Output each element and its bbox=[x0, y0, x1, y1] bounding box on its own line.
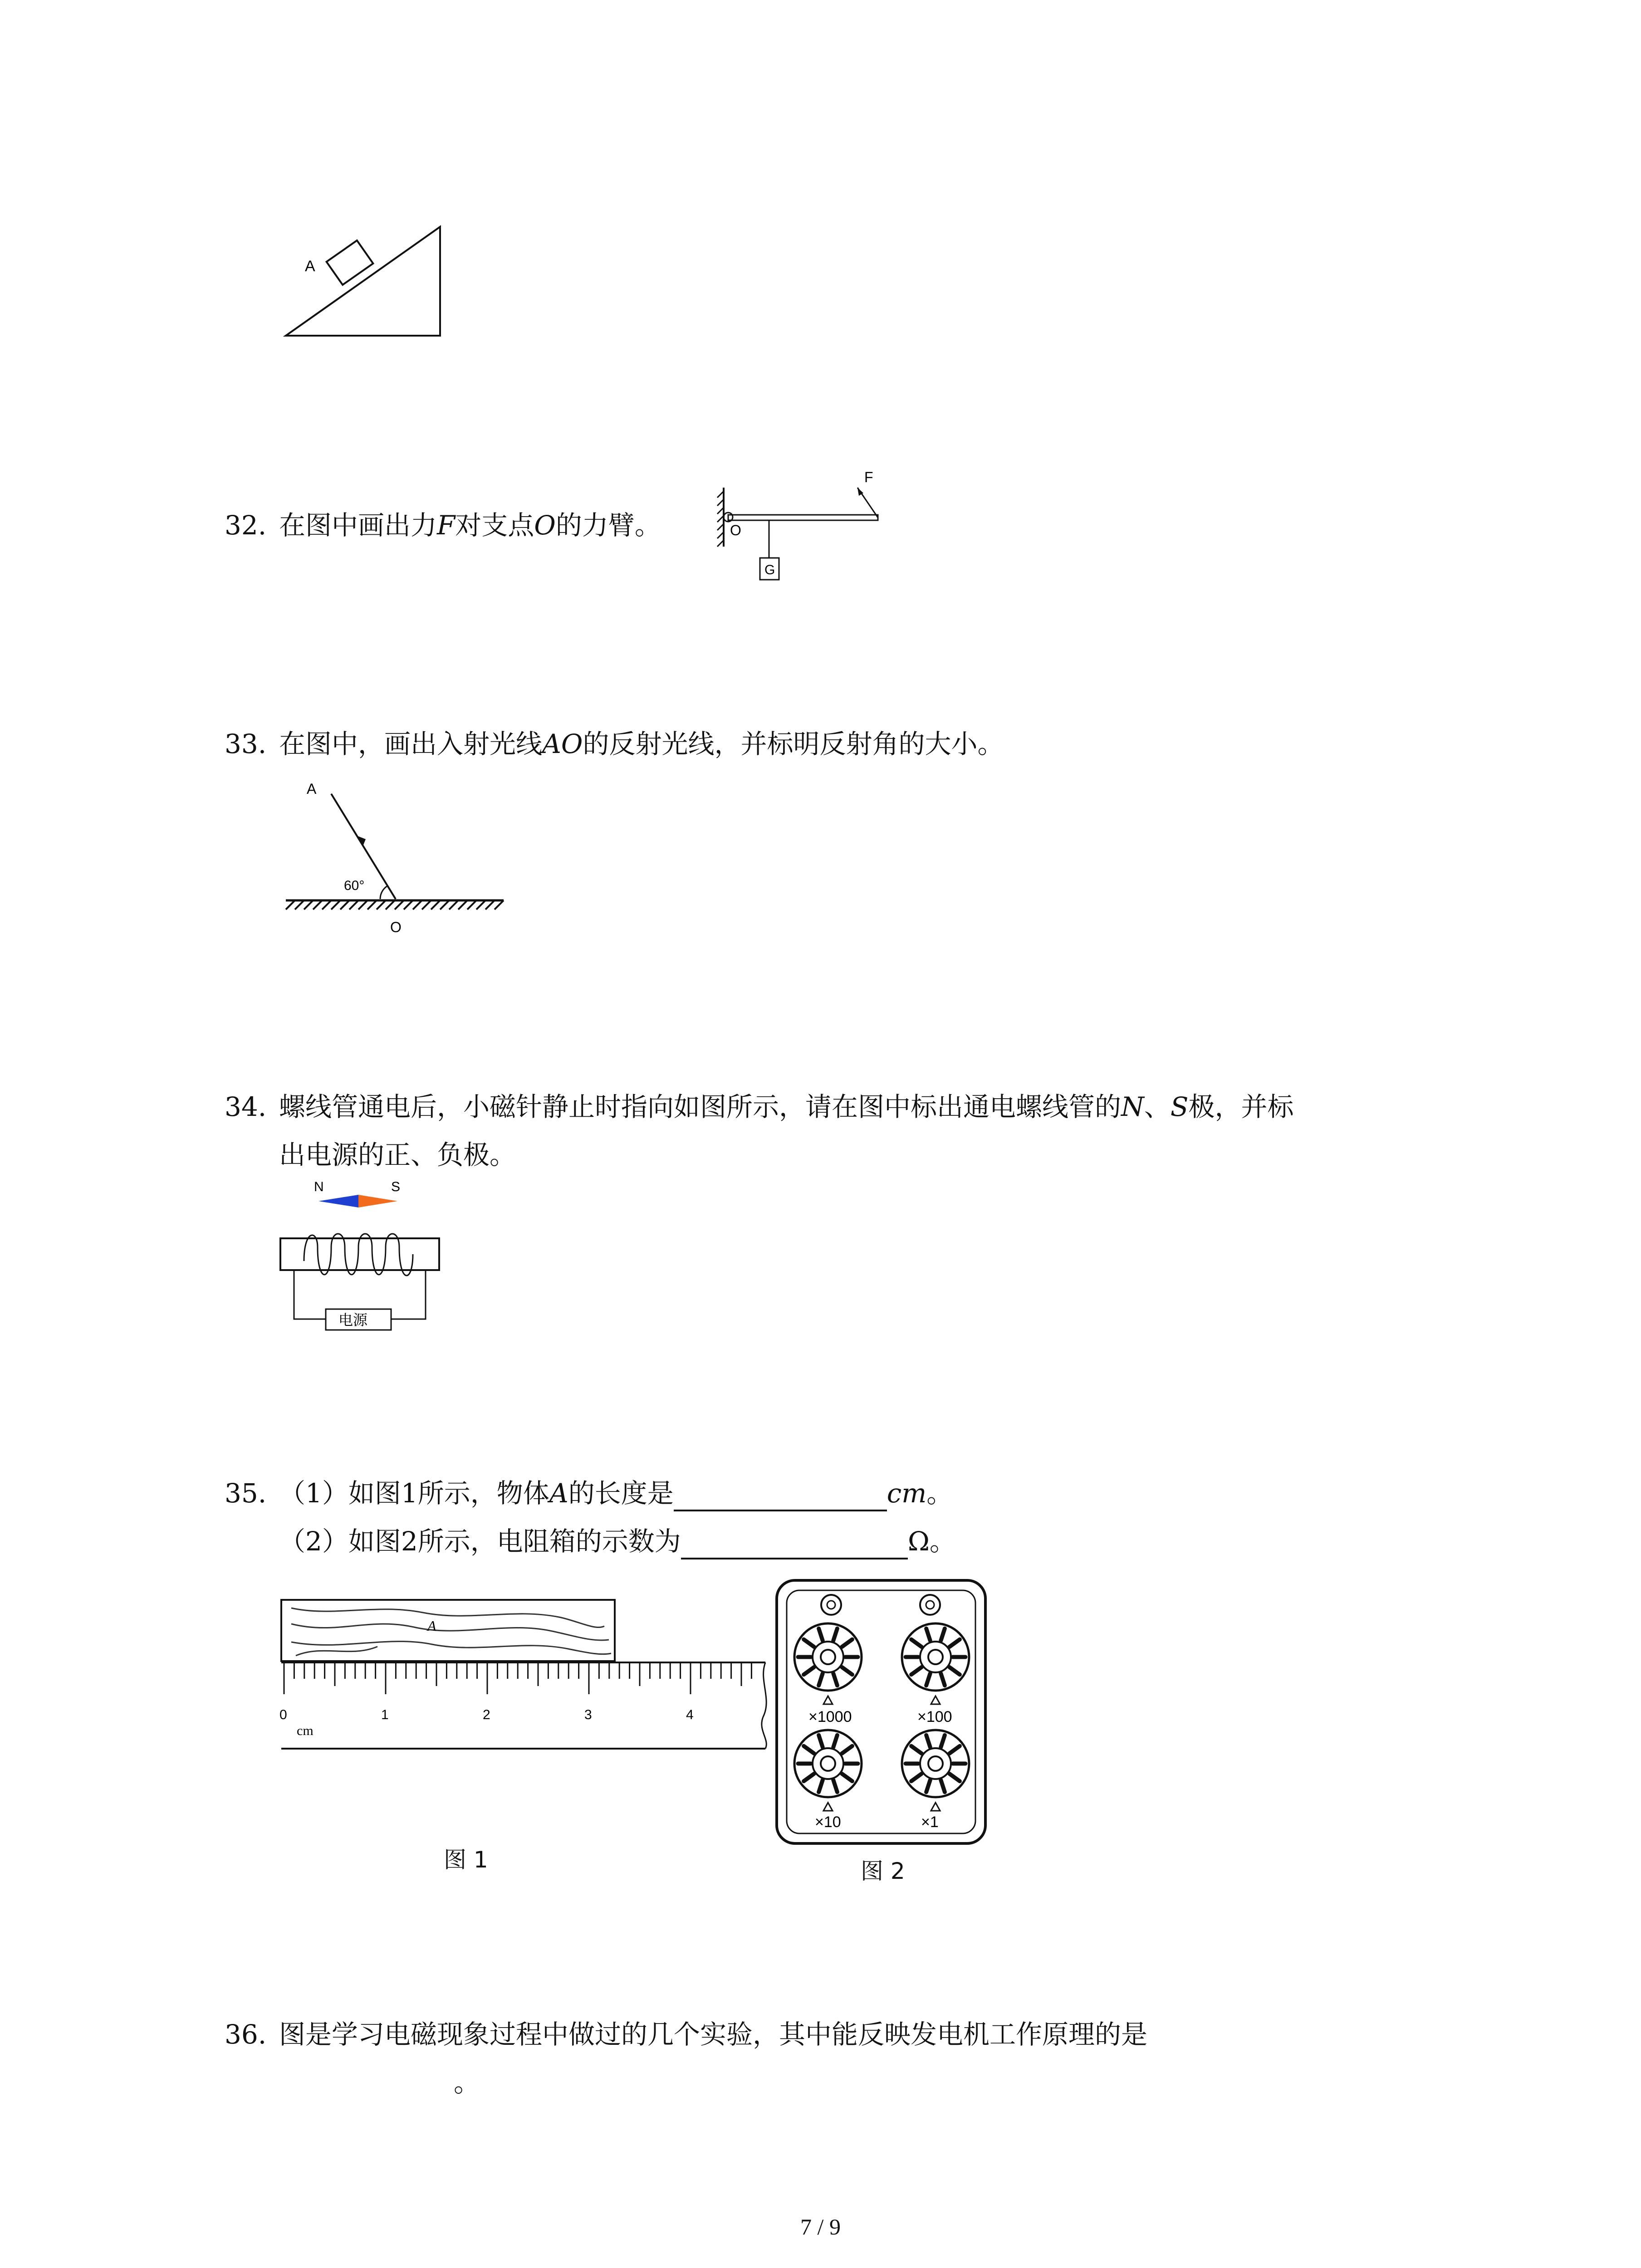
question-number: 36. bbox=[225, 2019, 267, 2050]
question-number: 32. bbox=[225, 510, 267, 541]
answer-blank-length[interactable] bbox=[674, 1482, 887, 1511]
page-number: 7 / 9 bbox=[800, 2214, 841, 2239]
answer-blank-resistance[interactable] bbox=[681, 1530, 908, 1559]
question-34: 34. 螺线管通电后，小磁针静止时指向如图所示，请在图中标出通电螺线管的N、S极，并标 出电源的正、负极。 bbox=[225, 1089, 1294, 1173]
svg-text:O: O bbox=[390, 919, 402, 935]
question-number: 33. bbox=[225, 728, 267, 759]
lever-figure bbox=[715, 469, 896, 592]
svg-text:F: F bbox=[864, 469, 873, 485]
terminal-left bbox=[821, 1595, 841, 1615]
svg-text:4: 4 bbox=[686, 1707, 694, 1722]
block-a-label: A bbox=[305, 258, 315, 275]
wire-left bbox=[294, 1270, 326, 1319]
svg-text:3: 3 bbox=[584, 1707, 592, 1722]
svg-text:电源: 电源 bbox=[338, 1311, 368, 1329]
terminal-right bbox=[920, 1595, 940, 1615]
svg-text:cm: cm bbox=[297, 1723, 314, 1738]
dial-label-10: ×10 bbox=[815, 1813, 841, 1831]
wall-hatch bbox=[717, 491, 724, 547]
incline-triangle bbox=[286, 227, 440, 336]
svg-text:A: A bbox=[427, 1618, 436, 1634]
svg-text:O: O bbox=[730, 522, 741, 538]
dial bbox=[902, 1623, 969, 1704]
svg-text:G: G bbox=[764, 562, 775, 577]
dial-label-1: ×1 bbox=[921, 1813, 939, 1831]
lever-bar bbox=[728, 515, 878, 520]
solenoid-figure bbox=[272, 1175, 490, 1352]
svg-text:0: 0 bbox=[279, 1707, 287, 1722]
mirror-hatch bbox=[286, 900, 504, 909]
box-outer bbox=[777, 1580, 985, 1843]
dial-label-100: ×100 bbox=[917, 1708, 952, 1725]
compass-needle-n bbox=[318, 1195, 358, 1207]
question-33: 33. 在图中，画出入射光线AO的反射光线，并标明反射角的大小。 bbox=[225, 726, 1004, 762]
compass-needle-s bbox=[358, 1195, 397, 1207]
reflection-figure bbox=[281, 776, 517, 943]
figure-1-caption: 图 1 bbox=[444, 1847, 488, 1873]
svg-text:1: 1 bbox=[381, 1707, 389, 1722]
dial bbox=[794, 1623, 862, 1704]
ruler-ticks bbox=[284, 1662, 751, 1694]
dial bbox=[902, 1730, 969, 1811]
svg-text:N: N bbox=[314, 1179, 324, 1194]
svg-text:2: 2 bbox=[483, 1707, 490, 1722]
incline-figure bbox=[272, 218, 463, 345]
resistance-box-figure bbox=[771, 1578, 989, 1850]
ruler-figure bbox=[278, 1599, 772, 1771]
svg-text:A: A bbox=[307, 781, 317, 797]
wood-grain bbox=[291, 1608, 611, 1656]
question-35: 35. （1）如图1所示，物体A的长度是 cm。 （2）如图2所示，电阻箱的示数为 Ω。 bbox=[225, 1475, 956, 1559]
question-number: 35. bbox=[225, 1478, 267, 1509]
question-36: 36. 图是学习电磁现象过程中做过的几个实验，其中能反映发电机工作原理的是 。 bbox=[225, 2016, 1147, 2101]
question-number: 34. bbox=[225, 1091, 267, 1122]
angle-arc bbox=[380, 886, 387, 899]
svg-text:60°: 60° bbox=[344, 878, 365, 893]
figure-2-caption: 图 2 bbox=[861, 1858, 905, 1884]
wire-right bbox=[391, 1270, 426, 1319]
question-32: 32. 在图中画出力F对支点O的力臂。 bbox=[225, 507, 661, 543]
dial-label-1000: ×1000 bbox=[808, 1708, 852, 1725]
svg-text:S: S bbox=[391, 1179, 401, 1194]
dial bbox=[794, 1730, 862, 1811]
